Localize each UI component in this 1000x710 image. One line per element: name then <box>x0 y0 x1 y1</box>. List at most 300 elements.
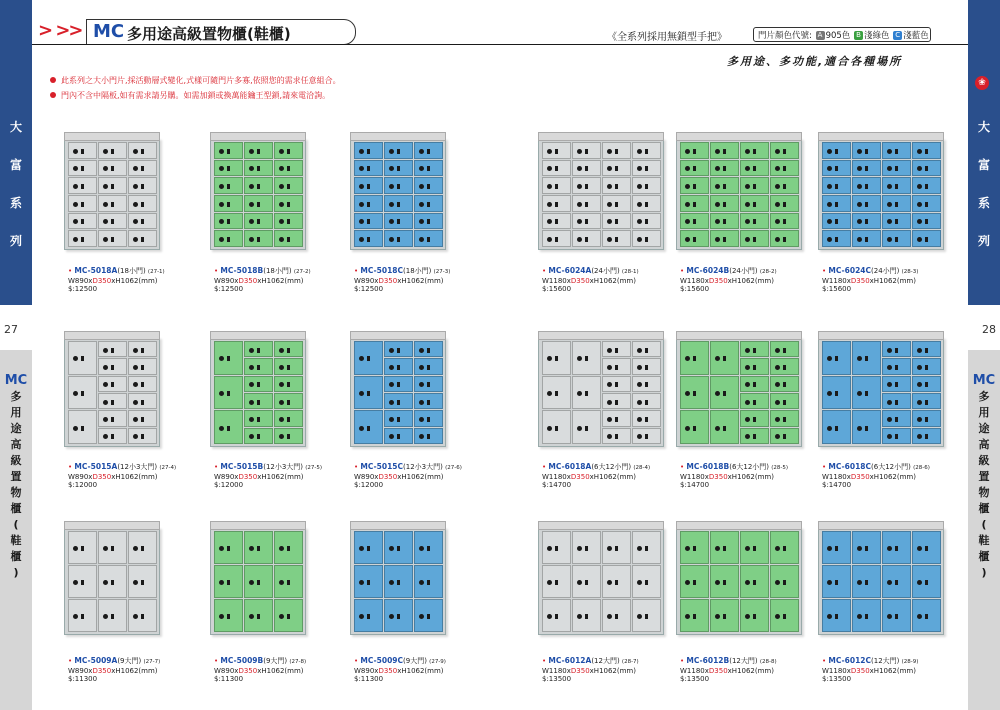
handle-icon <box>887 184 892 189</box>
lock-icon <box>257 546 260 551</box>
handle-icon <box>607 219 612 224</box>
product-desc: (12大門) <box>871 657 900 665</box>
handle-icon <box>103 237 108 242</box>
locker-door <box>384 341 413 357</box>
locker-door <box>274 428 303 444</box>
locker-door <box>632 213 661 230</box>
locker-cabinet-image <box>350 138 446 250</box>
handle-icon <box>775 417 780 422</box>
lock-icon <box>227 184 230 189</box>
handle-icon <box>359 614 364 619</box>
handle-icon <box>389 400 394 405</box>
locker-door <box>98 341 127 357</box>
lock-icon <box>723 166 726 171</box>
handle-icon <box>279 382 284 387</box>
handle-icon <box>219 426 224 431</box>
lock-icon <box>783 434 786 439</box>
locker-door <box>414 428 443 444</box>
lock-icon <box>693 219 696 224</box>
handle-icon <box>775 166 780 171</box>
series-label-char: 鞋 <box>978 534 990 547</box>
locker-door <box>384 393 413 409</box>
series-label-char: 途 <box>978 422 990 435</box>
handle-icon <box>887 382 892 387</box>
locker-door <box>542 142 571 159</box>
lock-icon <box>427 149 430 154</box>
left-brand-label: 大 富 系 列 <box>9 120 22 248</box>
lock-icon <box>555 237 558 242</box>
locker-door <box>852 341 881 375</box>
handle-icon <box>73 356 78 361</box>
notes <box>50 73 341 103</box>
locker-door <box>414 142 443 159</box>
product-caption <box>214 657 306 684</box>
dim-width: W1180x <box>680 472 709 481</box>
cabinet-top <box>64 331 160 340</box>
handle-icon <box>419 417 424 422</box>
locker-door <box>98 230 127 247</box>
lock-icon <box>753 365 756 370</box>
handle-icon <box>637 614 642 619</box>
dim-depth: D350 <box>378 472 398 481</box>
lock-icon <box>257 237 260 242</box>
handle-icon <box>73 546 78 551</box>
lock-icon <box>615 580 618 585</box>
locker-door <box>274 142 303 159</box>
handle-icon <box>279 166 284 171</box>
color-code-c-badge: C <box>893 31 902 40</box>
locker-door <box>770 428 799 444</box>
lock-icon <box>615 614 618 619</box>
locker-door <box>912 410 941 426</box>
product-caption <box>680 267 777 294</box>
handle-icon <box>133 348 138 353</box>
locker-door <box>384 358 413 374</box>
handle-icon <box>857 202 862 207</box>
handle-icon <box>745 166 750 171</box>
handle-icon <box>745 580 750 585</box>
handle-icon <box>389 219 394 224</box>
lock-icon <box>111 434 114 439</box>
handle-icon <box>249 237 254 242</box>
dim-height: xH1062(mm) <box>111 472 158 481</box>
lock-icon <box>227 219 230 224</box>
locker-door <box>770 599 799 632</box>
dim-width: W890x <box>214 472 239 481</box>
lock-icon <box>925 382 928 387</box>
lock-icon <box>753 546 756 551</box>
dim-width: W890x <box>354 276 379 285</box>
lock-icon <box>895 184 898 189</box>
lock-icon <box>555 580 558 585</box>
locker-door <box>274 177 303 194</box>
locker-door <box>572 599 601 632</box>
handle-icon <box>917 546 922 551</box>
locker-door <box>354 230 383 247</box>
lock-icon <box>367 546 370 551</box>
locker-door <box>384 177 413 194</box>
handle-icon <box>419 580 424 585</box>
handle-icon <box>775 202 780 207</box>
lock-icon <box>723 184 726 189</box>
handle-icon <box>887 166 892 171</box>
lock-icon <box>925 614 928 619</box>
locker-door <box>98 393 127 409</box>
lock-icon <box>585 614 588 619</box>
product-price: $:13500 <box>542 675 572 683</box>
dim-depth: D350 <box>378 666 398 675</box>
dim-height: xH1062(mm) <box>869 666 916 675</box>
handle-icon <box>547 149 552 154</box>
locker-door <box>244 177 273 194</box>
lock-icon <box>925 219 928 224</box>
locker-door <box>852 230 881 247</box>
locker-door <box>822 531 851 564</box>
locker-door <box>542 565 571 598</box>
handle-icon <box>133 149 138 154</box>
handle-icon <box>73 149 78 154</box>
product-price: $:14700 <box>680 481 710 489</box>
lock-icon <box>111 365 114 370</box>
lock-icon <box>895 365 898 370</box>
lock-icon <box>645 382 648 387</box>
handle-icon <box>607 149 612 154</box>
locker-door <box>68 195 97 212</box>
lock-icon <box>925 237 928 242</box>
handle-icon <box>577 149 582 154</box>
dim-depth: D350 <box>708 276 728 285</box>
cabinet-top <box>676 521 802 530</box>
lock-icon <box>783 365 786 370</box>
lock-icon <box>895 382 898 387</box>
lock-icon <box>141 614 144 619</box>
lock-icon <box>287 365 290 370</box>
handle-icon <box>219 391 224 396</box>
handle-icon <box>637 202 642 207</box>
handle-icon <box>827 219 832 224</box>
locker-door <box>822 376 851 410</box>
handle-icon <box>607 237 612 242</box>
handle-icon <box>577 184 582 189</box>
handle-icon <box>607 417 612 422</box>
product-model: MC-6018C <box>828 462 872 471</box>
product-caption <box>354 463 462 490</box>
locker-door <box>822 160 851 177</box>
lock-icon <box>257 580 260 585</box>
handle-icon <box>279 237 284 242</box>
locker-door <box>632 341 661 357</box>
handle-icon <box>827 184 832 189</box>
lock-icon <box>865 614 868 619</box>
handle-icon <box>637 184 642 189</box>
locker-door <box>770 393 799 409</box>
locker-door <box>98 213 127 230</box>
lock-icon <box>585 202 588 207</box>
handle-icon <box>419 184 424 189</box>
locker-door <box>912 230 941 247</box>
dim-height: xH1062(mm) <box>111 666 158 675</box>
locker-door <box>852 376 881 410</box>
lock-icon <box>427 580 430 585</box>
lock-icon <box>693 184 696 189</box>
lock-icon <box>615 219 618 224</box>
handle-icon <box>775 237 780 242</box>
series-label-char: 置 <box>978 470 990 483</box>
product-ref: (27-5) <box>305 465 323 471</box>
lock-icon <box>257 219 260 224</box>
lock-icon <box>615 365 618 370</box>
lock-icon <box>753 348 756 353</box>
product-model: MC-5009A <box>74 656 118 665</box>
locker-door <box>770 531 799 564</box>
cabinet-top <box>818 331 944 340</box>
locker-door <box>214 230 243 247</box>
handle-icon <box>775 382 780 387</box>
lock-icon <box>141 546 144 551</box>
locker-door <box>244 531 273 564</box>
lock-icon <box>693 356 696 361</box>
bullet-icon: • <box>68 267 73 275</box>
product-desc: (12大門) <box>591 657 620 665</box>
locker-door <box>384 428 413 444</box>
handle-icon <box>359 356 364 361</box>
handle-icon <box>637 237 642 242</box>
lock-icon <box>257 348 260 353</box>
locker-door <box>740 428 769 444</box>
lock-icon <box>257 202 260 207</box>
handle-icon <box>857 237 862 242</box>
lock-icon <box>427 219 430 224</box>
locker-door <box>274 358 303 374</box>
lock-icon <box>367 149 370 154</box>
lock-icon <box>111 202 114 207</box>
handle-icon <box>917 365 922 370</box>
handle-icon <box>389 614 394 619</box>
locker-door <box>214 213 243 230</box>
handle-icon <box>249 348 254 353</box>
cabinet-top <box>818 132 944 141</box>
handle-icon <box>745 237 750 242</box>
lock-icon <box>555 202 558 207</box>
locker-door <box>98 410 127 426</box>
product-caption <box>354 267 450 294</box>
locker-door <box>214 195 243 212</box>
lock-icon <box>81 356 84 361</box>
lock-icon <box>287 382 290 387</box>
series-label-char: 櫃 <box>978 550 990 563</box>
dim-height: xH1062(mm) <box>257 472 304 481</box>
lock-icon <box>555 184 558 189</box>
lock-icon <box>397 166 400 171</box>
handle-icon <box>249 546 254 551</box>
locker-door <box>572 177 601 194</box>
lock-icon <box>753 434 756 439</box>
product-desc: (12小3大門) <box>403 463 443 471</box>
locker-door <box>770 160 799 177</box>
handle-icon <box>827 166 832 171</box>
dim-depth: D350 <box>850 276 870 285</box>
locker-door <box>632 142 661 159</box>
lock-icon <box>723 614 726 619</box>
locker-door <box>602 358 631 374</box>
product-caption <box>68 657 160 684</box>
page-number-right: 28 <box>982 323 996 336</box>
locker-cabinet-image <box>818 138 944 250</box>
series-label-char: ( <box>13 518 19 531</box>
handle-icon <box>607 546 612 551</box>
lock-icon <box>585 219 588 224</box>
lock-icon <box>367 237 370 242</box>
lock-icon <box>397 184 400 189</box>
locker-door <box>128 599 157 632</box>
handle-icon <box>827 237 832 242</box>
handle-icon <box>745 400 750 405</box>
handle-icon <box>279 434 284 439</box>
product-ref: (28-5) <box>771 465 789 471</box>
dim-height: xH1062(mm) <box>589 666 636 675</box>
product-caption <box>680 657 777 684</box>
locker-door <box>882 599 911 632</box>
dim-height: xH1062(mm) <box>589 276 636 285</box>
lock-icon <box>585 184 588 189</box>
handle-icon <box>219 149 224 154</box>
lock-icon <box>615 237 618 242</box>
lock-icon <box>257 184 260 189</box>
handle-icon <box>857 546 862 551</box>
locker-door <box>822 341 851 375</box>
locker-door <box>602 565 631 598</box>
handle-icon <box>577 166 582 171</box>
lock-icon <box>141 580 144 585</box>
locker-door <box>572 160 601 177</box>
locker-door <box>770 376 799 392</box>
locker-door <box>384 531 413 564</box>
product-caption <box>354 657 446 684</box>
locker-door <box>68 531 97 564</box>
handle-icon <box>389 546 394 551</box>
locker-door <box>128 428 157 444</box>
lock-icon <box>111 219 114 224</box>
locker-door <box>632 195 661 212</box>
bullet-icon <box>50 77 56 83</box>
lock-icon <box>753 580 756 585</box>
lock-icon <box>227 356 230 361</box>
product-caption <box>68 463 176 490</box>
locker-door <box>572 376 601 410</box>
handle-icon <box>917 400 922 405</box>
product-desc: (12小3大門) <box>263 463 304 471</box>
lock-icon <box>783 580 786 585</box>
locker-door <box>384 142 413 159</box>
locker-door <box>384 565 413 598</box>
lock-icon <box>427 546 430 551</box>
lock-icon <box>783 149 786 154</box>
handle-icon <box>637 166 642 171</box>
lock-icon <box>585 580 588 585</box>
locker-door <box>770 565 799 598</box>
locker-door <box>354 177 383 194</box>
bullet-icon: • <box>68 657 73 665</box>
handle-icon <box>547 202 552 207</box>
locker-door <box>632 177 661 194</box>
locker-door <box>414 195 443 212</box>
product-caption <box>822 463 930 490</box>
locker-door <box>128 358 157 374</box>
lock-icon <box>615 400 618 405</box>
lock-icon <box>427 348 430 353</box>
dim-width: W1180x <box>822 472 851 481</box>
right-brand-label: 大 富 系 列 <box>977 120 990 248</box>
lock-icon <box>367 202 370 207</box>
handle-icon <box>133 219 138 224</box>
lock-icon <box>555 546 558 551</box>
locker-cabinet-image <box>676 337 802 447</box>
handle-icon <box>219 219 224 224</box>
locker-door <box>244 393 273 409</box>
dim-width: W890x <box>214 666 239 675</box>
locker-door <box>384 230 413 247</box>
lock-icon <box>835 580 838 585</box>
lock-icon <box>367 426 370 431</box>
locker-door <box>128 565 157 598</box>
lock-icon <box>925 580 928 585</box>
lock-icon <box>645 434 648 439</box>
product-desc: (12大門) <box>729 657 758 665</box>
locker-door <box>770 195 799 212</box>
bullet-icon: • <box>680 463 685 471</box>
lock-icon <box>427 434 430 439</box>
lock-icon <box>615 166 618 171</box>
handle-icon <box>775 365 780 370</box>
locker-door <box>882 341 911 357</box>
locker-door <box>912 376 941 392</box>
bullet-icon: • <box>822 657 827 665</box>
locker-door <box>274 376 303 392</box>
product-ref: (28-2) <box>759 269 777 275</box>
locker-door <box>602 341 631 357</box>
product-price: $:12000 <box>68 481 98 489</box>
lock-icon <box>111 166 114 171</box>
locker-door <box>882 142 911 159</box>
lock-icon <box>835 426 838 431</box>
lock-icon <box>257 417 260 422</box>
product-model: MC-6012B <box>686 656 730 665</box>
locker-door <box>128 177 157 194</box>
lock-icon <box>723 202 726 207</box>
lock-icon <box>835 166 838 171</box>
lock-icon <box>783 166 786 171</box>
lock-icon <box>753 614 756 619</box>
lock-icon <box>895 580 898 585</box>
handle-icon <box>249 202 254 207</box>
series-label-char: 途 <box>10 422 22 435</box>
dim-width: W1180x <box>822 666 851 675</box>
lock-icon <box>367 614 370 619</box>
handle-icon <box>607 614 612 619</box>
locker-door <box>680 177 709 194</box>
dim-depth: D350 <box>708 472 728 481</box>
locker-door <box>822 213 851 230</box>
lock-icon <box>693 614 696 619</box>
locker-door <box>214 142 243 159</box>
dim-depth: D350 <box>850 472 870 481</box>
lock-icon <box>397 614 400 619</box>
handle-icon <box>359 219 364 224</box>
lock-icon <box>753 417 756 422</box>
lock-icon <box>287 580 290 585</box>
product-model: MC-5018B <box>220 266 264 275</box>
handle-icon <box>607 382 612 387</box>
